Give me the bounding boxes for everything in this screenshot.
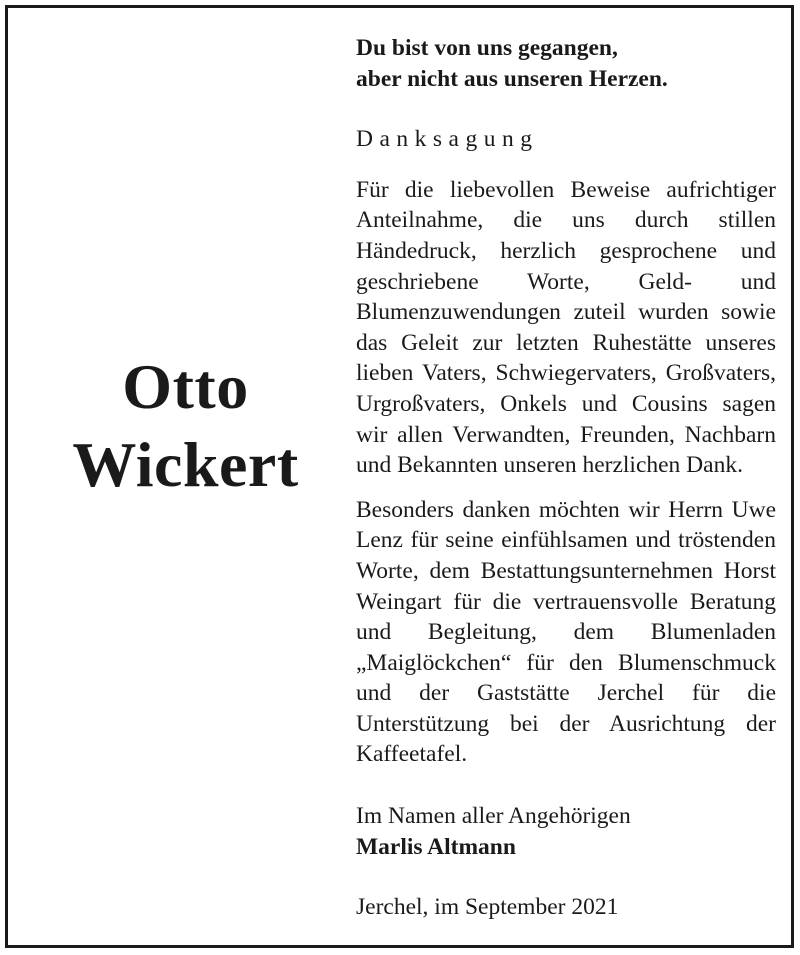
signer-name: Marlis Altmann <box>356 833 516 860</box>
deceased-name <box>28 348 343 504</box>
motto-line-2: aber nicht aus unseren Herzen. <box>356 65 668 92</box>
deceased-last-name: Wickert <box>72 429 299 500</box>
thanks-paragraph-2: Besonders danken möchten wir Herrn Uwe Lenz für seine einfühlsamen und tröstenden Worte, dem Bestattungsunternehmen Horst Weingart für die vertrauensvolle Beratung und Begleitung, dem Blumenladen „Maiglöckchen“ für den Blumenschmuck und der Gaststätte Jerchel für die Unterstützung bei der Ausrichtung der Kaffeetafel. <box>356 496 776 768</box>
place-date: Jerchel, im September 2021 <box>356 894 619 921</box>
signature-intro: Im Namen aller Angehörigen <box>356 803 631 830</box>
deceased-first-name: Otto <box>122 351 249 422</box>
motto <box>356 33 776 94</box>
thanks-paragraph-1: Für die liebevollen Beweise aufrichtiger Anteilnahme, die uns durch stillen Händedruck, herzlich gesprochene und geschriebene Worte, Geld- und Blumenzuwendungen zuteil wurden sowie das Geleit zur letzten Ruhestätte unseres lieben Vaters, Schwiegervaters, Großvaters, Urgroßvaters, Onkels und Cousins sagen wir allen Verwandten, Freunden, Nachbarn und Bekannten unseren herzlichen Dank. <box>356 176 776 479</box>
obituary-frame <box>5 5 794 948</box>
signature-block <box>356 801 776 862</box>
motto-line-1: Du bist von uns gegangen, <box>356 35 618 61</box>
text-column <box>356 33 776 923</box>
heading-danksagung: Danksagung <box>356 126 539 153</box>
